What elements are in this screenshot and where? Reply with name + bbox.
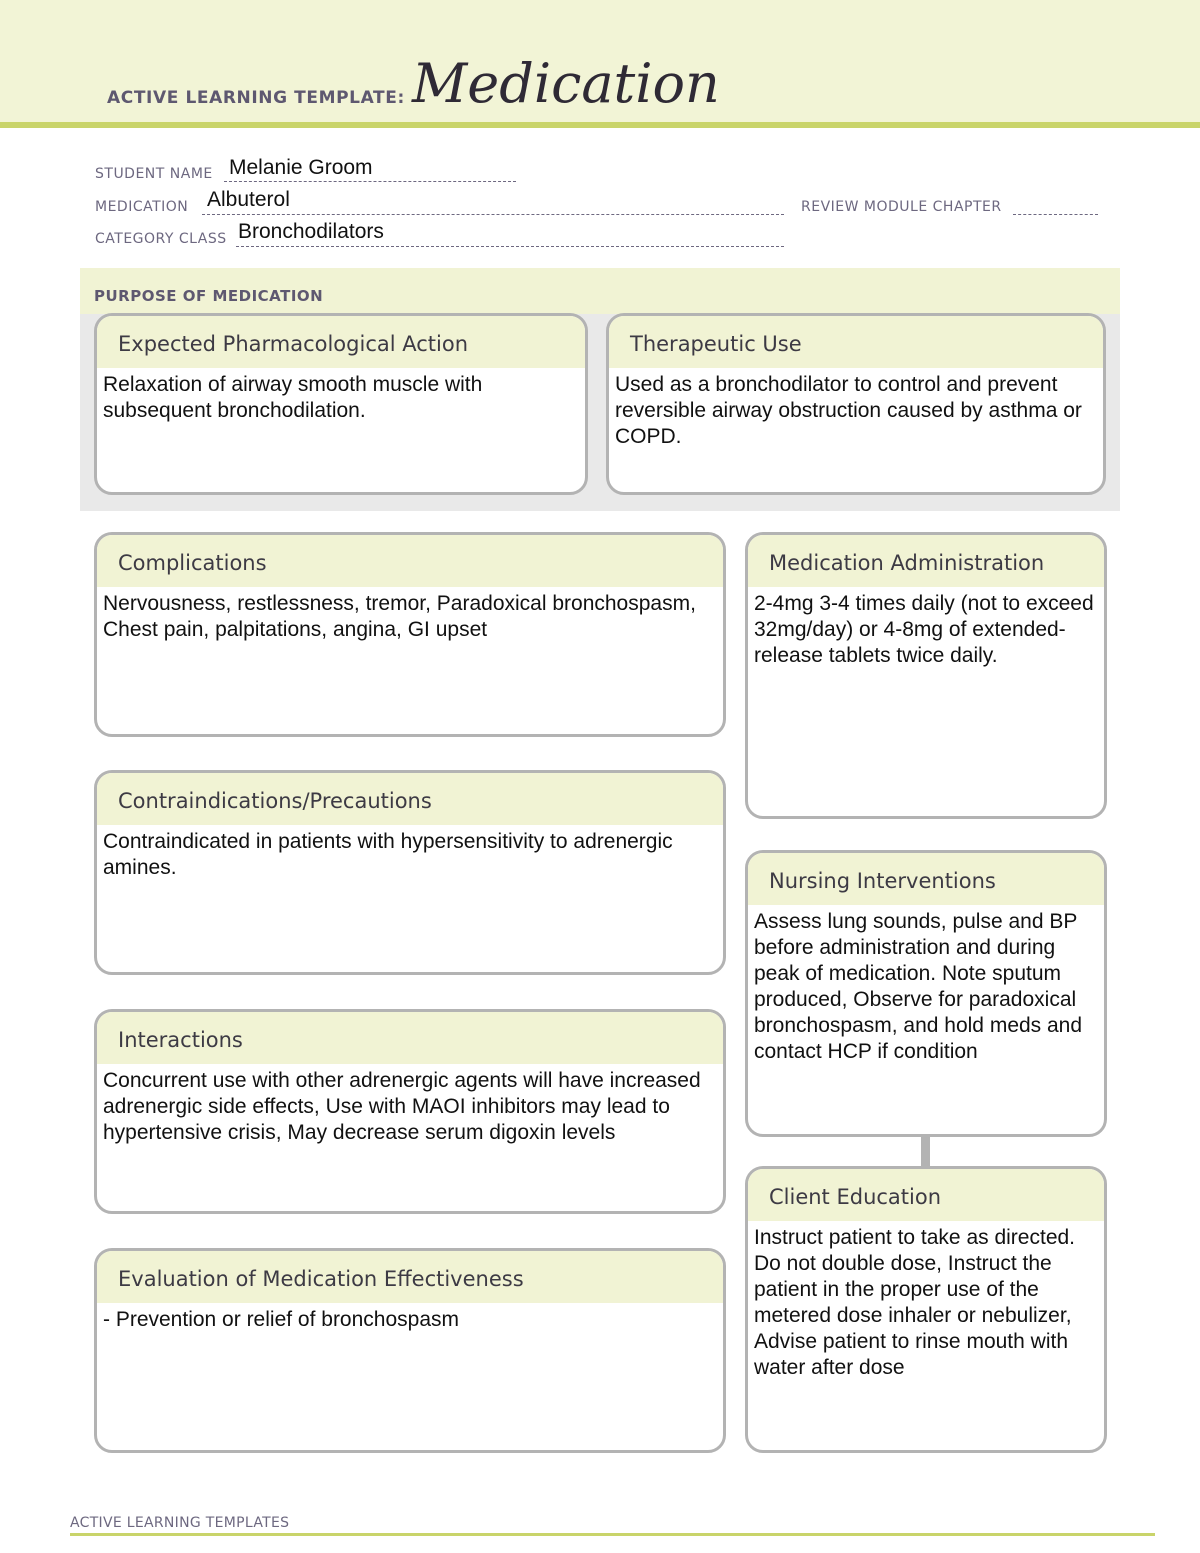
card-connector: [921, 1135, 930, 1167]
contraindications-text[interactable]: Contraindicated in patients with hypersensitivity to adrenergic amines.: [103, 830, 673, 879]
expected-action-text[interactable]: Relaxation of airway smooth muscle with subsequent bronchodilation.: [103, 373, 483, 422]
interactions-text[interactable]: Concurrent use with other adrenergic agents will have increased adrenergic side effects, Use with MAOI inhibitors may lead to hypertensive crisis, May decrease serum digoxin levels: [103, 1069, 701, 1144]
header-rule: [0, 122, 1200, 128]
nursing-interventions-card: [745, 850, 1107, 1137]
client-education-heading: Client Education: [748, 1169, 1104, 1221]
page-title: Medication: [412, 52, 720, 115]
purpose-title: PURPOSE OF MEDICATION: [94, 287, 324, 305]
medication-administration-text[interactable]: 2-4mg 3-4 times daily (not to exceed 32mg/day) or 4-8mg of extended-release tablets twice daily.: [754, 592, 1094, 667]
expected-action-heading: Expected Pharmacological Action: [97, 316, 585, 368]
evaluation-heading: Evaluation of Medication Effectiveness: [97, 1251, 723, 1303]
medication-line: [202, 214, 784, 215]
therapeutic-use-heading: Therapeutic Use: [609, 316, 1103, 368]
contraindications-card: [94, 770, 726, 975]
complications-heading: Complications: [97, 535, 723, 587]
nursing-interventions-text[interactable]: Assess lung sounds, pulse and BP before administration and during peak of medication. Note sputum produced, Observe for paradoxical bronchospasm, and hold meds and contact HCP if condition: [754, 910, 1083, 1063]
interactions-card: [94, 1009, 726, 1214]
category-class-line: [236, 246, 784, 247]
medication-administration-card: [745, 532, 1107, 819]
medication-administration-heading: Medication Administration: [748, 535, 1104, 587]
therapeutic-use-text[interactable]: Used as a bronchodilator to control and prevent reversible airway obstruction caused by asthma or COPD.: [615, 373, 1082, 448]
category-class-label: CATEGORY CLASS: [95, 231, 227, 247]
evaluation-text[interactable]: - Prevention or relief of bronchospasm: [103, 1308, 460, 1331]
client-education-card: [745, 1166, 1107, 1453]
medication-field[interactable]: Albuterol: [207, 188, 290, 211]
template-label: ACTIVE LEARNING TEMPLATE:: [107, 88, 405, 108]
footer-rule: [70, 1533, 1155, 1536]
contraindications-heading: Contraindications/Precautions: [97, 773, 723, 825]
category-class-field[interactable]: Bronchodilators: [238, 220, 384, 243]
interactions-heading: Interactions: [97, 1012, 723, 1064]
student-name-line: [224, 181, 516, 182]
client-education-text[interactable]: Instruct patient to take as directed. Do not double dose, Instruct the patient in the proper use of the metered dose inhaler or nebulizer, Advise patient to rinse mouth with water after dose: [754, 1226, 1076, 1379]
footer-text: ACTIVE LEARNING TEMPLATES: [70, 1515, 290, 1531]
nursing-interventions-heading: Nursing Interventions: [748, 853, 1104, 905]
student-name-label: STUDENT NAME: [95, 166, 213, 182]
evaluation-card: [94, 1248, 726, 1453]
therapeutic-use-card: [606, 313, 1106, 495]
complications-card: [94, 532, 726, 737]
complications-text[interactable]: Nervousness, restlessness, tremor, Paradoxical bronchospasm, Chest pain, palpitations, angina, GI upset: [103, 592, 696, 641]
expected-action-card: [94, 313, 588, 495]
review-module-field[interactable]: [1013, 214, 1098, 215]
student-name-field[interactable]: Melanie Groom: [229, 156, 373, 179]
review-module-label: REVIEW MODULE CHAPTER: [801, 199, 1002, 215]
medication-label: MEDICATION: [95, 199, 189, 215]
